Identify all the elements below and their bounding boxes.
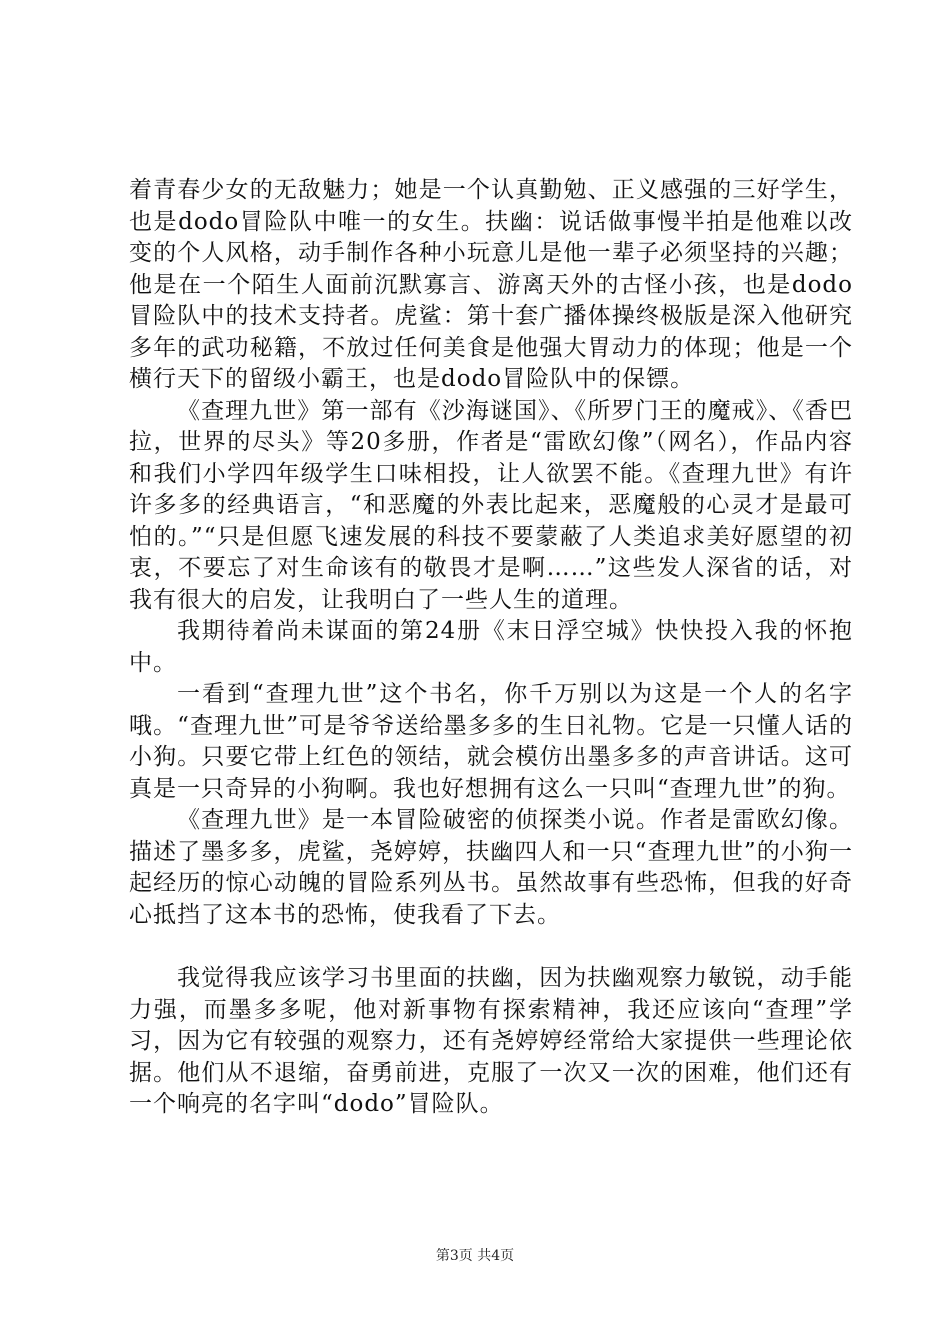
document-body	[129, 175, 853, 1121]
paragraph-5: 《查理九世》是一本冒险破密的侦探类小说。作者是雷欧幻像。描述了墨多多，虎鲨，尧婷婷，扶幽四人和一只“查理九世”的小狗一起经历的惊心动魄的冒险系列丛书。虽然故事有些恐怖，但我的好奇心抵挡了这本书的恐怖，使我看了下去。	[129, 807, 853, 928]
paragraph-3: 我期待着尚未谋面的第24册《末日浮空城》快快投入我的怀抱中。	[129, 618, 853, 676]
paragraph-2: 《查理九世》第一部有《沙海谜国》、《所罗门王的魔戒》、《香巴拉，世界的尽头》等20多册，作者是“雷欧幻像”（网名），作品内容和我们小学四年级学生口味相投，让人欲罢不能。《查理九世》有许许多多的经典语言，“和恶魔的外表比起来，恶魔般的心灵才是最可怕的。”“只是但愿飞速发展的科技不要蒙蔽了人类追求美好愿望的初衷，不要忘了对生命该有的敬畏才是啊……”这些发人深省的话，对我有很大的启发，让我明白了一些人生的道理。	[129, 397, 853, 613]
page-footer: 第3页 共4页	[435, 1248, 515, 1264]
paragraph-4: 一看到“查理九世”这个书名，你千万别以为这是一个人的名字哦。“查理九世”可是爷爷送给墨多多的生日礼物。它是一只懂人话的小狗。只要它带上红色的领结，就会模仿出墨多多的声音讲话。这可真是一只奇异的小狗啊。我也好想拥有这么一只叫“查理九世”的狗。	[129, 681, 853, 802]
paragraph-1: 着青春少女的无敌魅力；她是一个认真勤勉、正义感强的三好学生，也是dodo冒险队中唯一的女生。扶幽：说话做事慢半拍是他难以改变的个人风格，动手制作各种小玩意儿是他一辈子必须坚持的兴趣；他是在一个陌生人面前沉默寡言、游离天外的古怪小孩，也是dodo冒险队中的技术支持者。虎鲨：第十套广播体操终极版是深入他研究多年的武功秘籍，不放过任何美食是他强大胃动力的体现；他是一个横行天下的留级小霸王，也是dodo冒险队中的保镖。	[129, 177, 853, 392]
paragraph-6: 我觉得我应该学习书里面的扶幽，因为扶幽观察力敏锐，动手能力强，而墨多多呢，他对新事物有探索精神，我还应该向“查理”学习，因为它有较强的观察力，还有尧婷婷经常给大家提供一些理论依据。他们从不退缩，奋勇前进，克服了一次又一次的困难，他们还有一个响亮的名字叫“dodo”冒险队。	[129, 965, 853, 1117]
